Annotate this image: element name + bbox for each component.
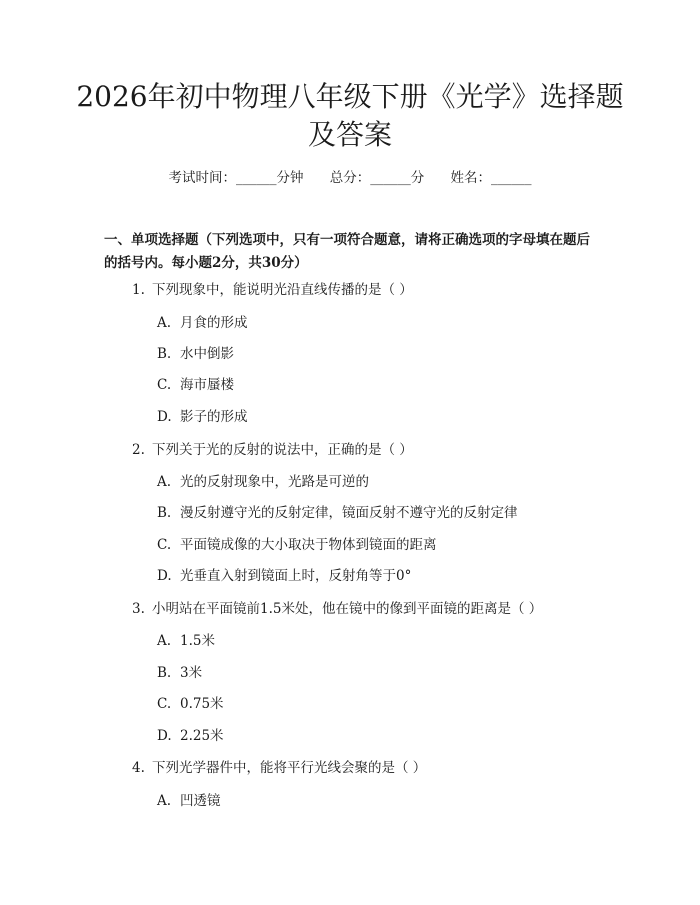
- question-number: 1.: [132, 282, 145, 298]
- question-number: 2.: [132, 442, 145, 458]
- option-3-c: [157, 694, 224, 714]
- option-letter: C.: [157, 537, 172, 553]
- option-text: 凹透镜: [180, 793, 221, 809]
- option-text: 0.75米: [180, 696, 224, 712]
- option-letter: A.: [157, 633, 172, 649]
- option-text: 光的反射现象中，光路是可逆的: [180, 474, 369, 490]
- option-text: 海市蜃楼: [180, 377, 234, 393]
- option-1-a: [157, 313, 248, 333]
- option-2-a: [157, 472, 369, 492]
- option-3-a: [157, 631, 215, 651]
- option-text: 月食的形成: [180, 315, 248, 331]
- question-text: 下列关于光的反射的说法中，正确的是（ ）: [152, 442, 413, 458]
- question-text: 下列光学器件中，能将平行光线会聚的是（ ）: [152, 760, 427, 776]
- question-number: 4.: [132, 760, 145, 776]
- student-name-field: 姓名：______: [450, 170, 532, 186]
- option-text: 影子的形成: [180, 409, 248, 425]
- option-1-d: [157, 407, 248, 427]
- option-letter: A.: [157, 315, 172, 331]
- question-2: [132, 440, 413, 460]
- option-text: 水中倒影: [180, 346, 234, 362]
- option-2-c: [157, 535, 437, 555]
- option-letter: C.: [157, 696, 172, 712]
- section-heading-single-choice: 一、单项选择题（下列选项中，只有一项符合题意，请将正确选项的字母填在题后的括号内。每小题2分，共30分）: [104, 232, 590, 271]
- option-text: 1.5米: [180, 633, 215, 649]
- option-letter: D.: [157, 409, 172, 425]
- option-1-c: [157, 375, 234, 395]
- question-3: [132, 599, 542, 619]
- question-1: [132, 280, 413, 300]
- option-text: 漫反射遵守光的反射定律，镜面反射不遵守光的反射定律: [180, 505, 518, 521]
- document-title: 2026年初中物理八年级下册《光学》选择题及答案: [76, 80, 624, 151]
- option-letter: A.: [157, 474, 172, 490]
- option-text: 平面镜成像的大小取决于物体到镜面的距离: [180, 537, 437, 553]
- exam-time-field: 考试时间：______分钟: [168, 170, 304, 186]
- option-2-d: [157, 566, 411, 586]
- option-letter: A.: [157, 793, 172, 809]
- option-letter: B.: [157, 665, 172, 681]
- option-3-d: [157, 726, 224, 746]
- option-3-b: [157, 663, 202, 683]
- question-text: 下列现象中，能说明光沿直线传播的是（ ）: [152, 282, 413, 298]
- option-1-b: [157, 344, 234, 364]
- option-text: 2.25米: [180, 728, 224, 744]
- option-text: 3米: [180, 665, 203, 681]
- question-number: 3.: [132, 601, 145, 617]
- question-4: [132, 758, 426, 778]
- option-letter: C.: [157, 377, 172, 393]
- option-4-a: [157, 791, 221, 811]
- option-letter: B.: [157, 346, 172, 362]
- option-letter: D.: [157, 568, 172, 584]
- total-score-field: 总分：______分: [329, 170, 425, 186]
- question-text: 小明站在平面镜前1.5米处，他在镜中的像到平面镜的距离是（ ）: [152, 601, 543, 617]
- option-letter: D.: [157, 728, 172, 744]
- option-text: 光垂直入射到镜面上时，反射角等于0°: [180, 568, 412, 584]
- exam-info-line: [0, 168, 700, 188]
- option-2-b: [157, 503, 518, 523]
- option-letter: B.: [157, 505, 172, 521]
